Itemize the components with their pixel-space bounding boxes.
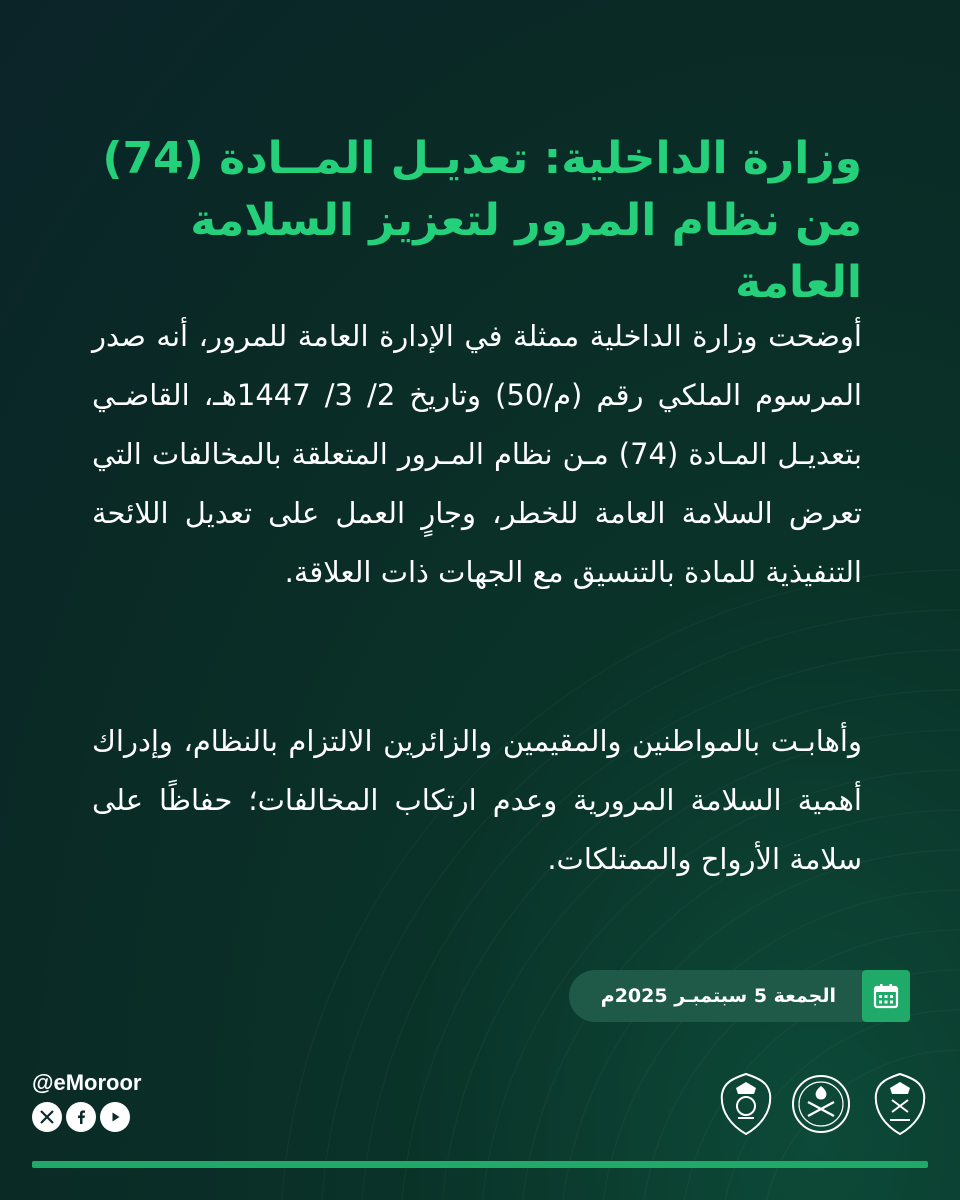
x-icon[interactable] <box>32 1102 62 1132</box>
headline-line-2: من نظام المرور لتعزيز السلامة العامة <box>190 195 862 308</box>
date-badge <box>569 970 910 1022</box>
date-label: الجمعة 5 سبتمبـر 2025م <box>569 970 864 1022</box>
calendar-icon <box>862 970 910 1022</box>
social-icons <box>32 1102 130 1132</box>
body-paragraph-1: أوضحت وزارة الداخلية ممثلة في الإدارة العامة للمرور، أنه صدر المرسوم الملكي رقم (م/50) وتاريخ 2/ 3/ 1447هـ، القاضـي بتعديـل المـادة (74) مـن نظام المـرور المتعلقة بالمخالفات التي تعرض السلامة العامة للخطر، وجارٍ العمل على تعديل اللائحة التنفيذية للمادة بالتنسيق مع الجهات ذات العلاقة. <box>92 319 862 589</box>
social-handle[interactable]: @eMoroor <box>32 1070 142 1095</box>
headline-line-1: وزارة الداخلية: تعديـل المــادة (74) <box>102 133 862 184</box>
footer-accent-bar <box>32 1161 928 1168</box>
saudi-emblem <box>790 1072 852 1140</box>
body-paragraph-2: وأهابـت بالمواطنين والمقيمين والزائرين الالتزام بالنظام، وإدراك أهمية السلامة المرورية وعدم ارتكاب المخالفات؛ حفاظًا على سلامة الأرواح والممتلكات. <box>92 724 862 876</box>
public-security-emblem <box>872 1072 928 1140</box>
facebook-icon[interactable] <box>66 1102 96 1132</box>
youtube-icon[interactable] <box>100 1102 130 1132</box>
traffic-emblem <box>718 1072 774 1140</box>
headline <box>82 128 862 314</box>
